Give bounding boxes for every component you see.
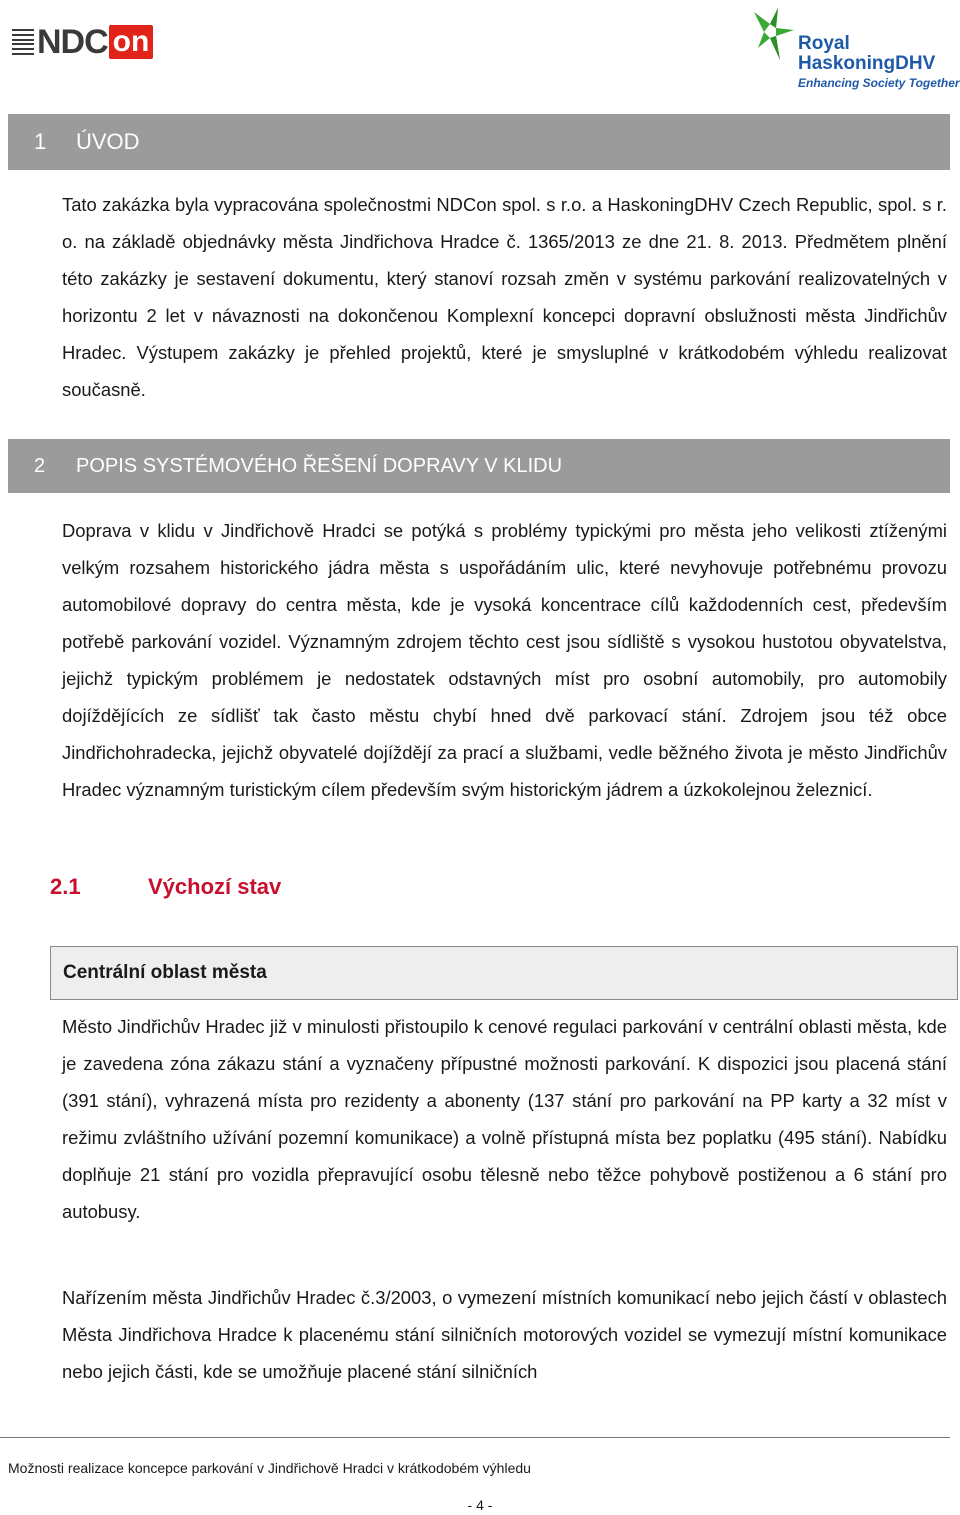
section-1-heading — [8, 114, 950, 170]
footer-divider — [0, 1437, 950, 1438]
section-2-paragraph: Doprava v klidu v Jindřichově Hradci se potýká s problémy typickými pro města jeho velikosti ztíženými velkým rozsahem historického jádra města s uspořádáním ulic, které nevyhovuje potřebnému provozu automobilové dopravy do centra města, kde je vysoká koncentrace cílů každodenních cest, především potřebě parkování vozidel. Významným zdrojem těchto cest jsou sídliště s vysokou hustotou obyvatelstva, jejichž typickým problémem je nedostatek odstavných míst pro osobní automobily, pro automobily dojíždějících ze sídlišť tak často městu chybí hned dvě parkovací stání. Zdrojem jsou též obce Jindřichohradecka, jejichž obyvatelé dojíždějí za prací a službami, vedle běžného života je město Jindřichův Hradec významným turistickým cílem především svým historickým jádrem a úzkokolejnou železnicí. — [62, 520, 947, 800]
rh-logo-name-line2: HaskoningDHV — [798, 53, 936, 74]
section-2-title: POPIS SYSTÉMOVÉHO ŘEŠENÍ DOPRAVY V KLIDU — [76, 454, 563, 477]
section-1-title: ÚVOD — [76, 129, 140, 154]
rh-logo-tagline: Enhancing Society Together — [798, 76, 960, 90]
rh-logo-name-line1: Royal — [798, 33, 850, 54]
ndcon-logo-suffix: on — [109, 25, 154, 59]
ndcon-logo — [12, 22, 153, 62]
compass-star-icon — [750, 4, 798, 68]
page-number: - 4 - — [467, 1497, 493, 1513]
intro-paragraph: Tato zakázka byla vypracována společnostmi NDCon spol. s r.o. a HaskoningDHV Czech Republic, spol. s r. o. na základě objednávky města Jindřichova Hradce č. 1365/2013 ze dne 21. 8. 2013. Předmětem plnění této zakázky je sestavení dokumentu, který stanoví rozsah změn v systému parkování realizovatelných v horizontu 2 let v návaznosti na dokončenou Komplexní koncepci dopravní obslužnosti města Jindřichův Hradec. Výstupem zakázky je přehled projektů, které je smysluplné v krátkodobém výhledu realizovat současně. — [62, 194, 947, 400]
section-2-1-number: 2.1 — [50, 874, 81, 899]
ndcon-logo-bars-icon — [12, 29, 34, 55]
royal-haskoningdhv-logo — [750, 4, 960, 94]
section-2-number: 2 — [34, 454, 46, 477]
footer-document-title: Možnosti realizace koncepce parkování v Jindřichově Hradci v krátkodobém výhledu — [8, 1460, 531, 1476]
ndcon-logo-text: NDC — [37, 23, 108, 61]
section-2-1-title: Výchozí stav — [148, 874, 282, 899]
section-2-heading — [8, 439, 950, 493]
central-area-paragraph: Město Jindřichův Hradec již v minulosti přistoupilo k cenové regulaci parkování v centrální oblasti města, kde je zavedena zóna zákazu stání a vyznačeny přípustné možnosti parkování. K dispozici jsou placená stání (391 stání), vyhrazená místa pro rezidenty a abonenty (137 stání pro parkování na PP karty a 32 míst v režimu zvláštního užívání pozemní komunikace) a volně přístupná místa bez poplatku (495 stání). Nabídku doplňuje 21 stání pro vozidla přepravující osobu tělesně nebo těžce pohybově postiženou a 6 stání pro autobusy. — [62, 1016, 947, 1222]
regulation-paragraph: Nařízením města Jindřichův Hradec č.3/2003, o vymezení místních komunikací nebo jejich částí v oblastech Města Jindřichova Hradce k placenému stání silničních motorových vozidel se vymezují místní komunikace nebo jejich části, kde se umožňuje placené stání silničních — [62, 1287, 947, 1382]
rh-logo-name — [798, 34, 935, 74]
section-1-number: 1 — [34, 129, 47, 154]
central-area-box-heading: Centrální oblast města — [50, 946, 958, 1000]
